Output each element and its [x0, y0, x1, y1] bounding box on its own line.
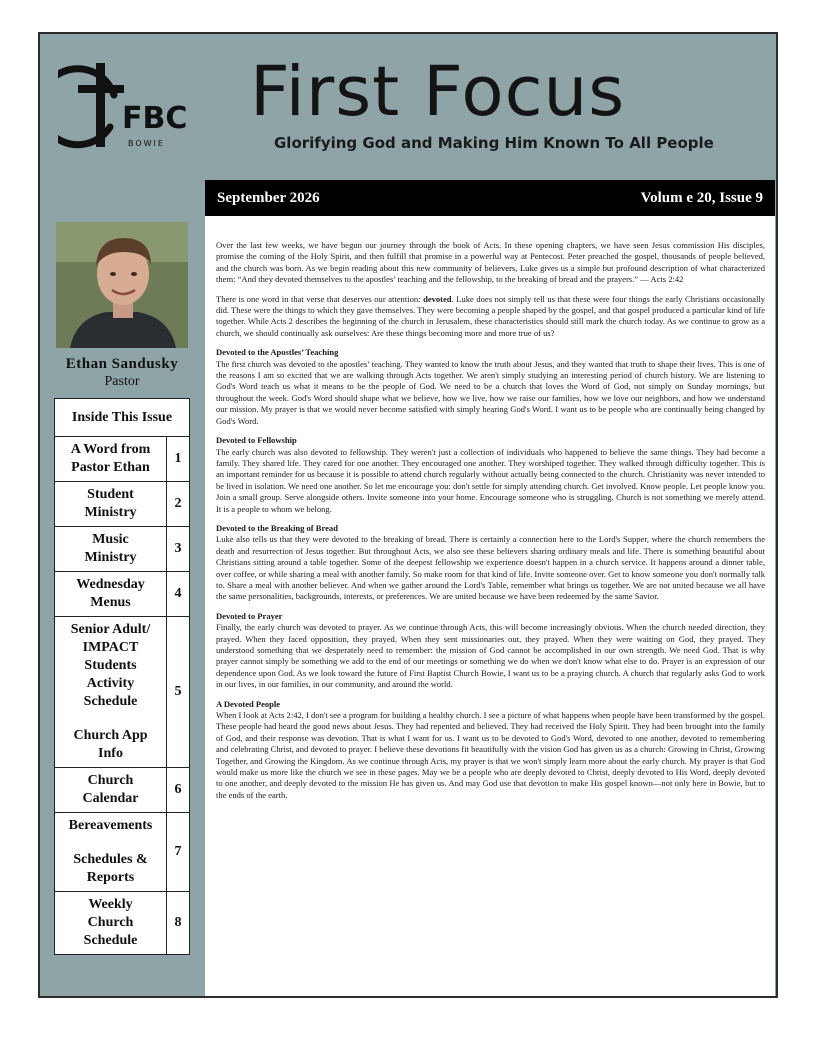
toc-item-label: Church Calendar	[55, 768, 167, 813]
toc-item-page: 4	[167, 572, 190, 617]
toc-row[interactable]	[55, 813, 190, 892]
emphasis-word: devoted	[423, 293, 452, 304]
article-paragraph: Over the last few weeks, we have begun our journey through the book of Acts. In these opening chapters, we have seen Jesus commission His disciples, promise the coming of the Holy Spirit, and then fulfill that promise in a powerful way at Pentecost. Peter preached the gospel, thousands of people believed, and the church was born. As we begin reading about this new community of believers, Luke gives us a simple but profound description of what characterized them: “And they devoted themselves to the apostles’ teaching and the fellowship, to the breaking of bread and the prayers.” — Acts 2:42	[216, 240, 765, 285]
section-heading: Devoted to the Apostles’ Teaching	[216, 347, 339, 358]
section-heading: Devoted to Fellowship	[216, 435, 297, 446]
toc-row[interactable]	[55, 892, 190, 955]
tagline: Glorifying God and Making Him Known To All People	[274, 134, 714, 152]
church-logo	[58, 55, 193, 155]
logo-text: FBC	[122, 101, 188, 136]
section-heading: Devoted to the Breaking of Bread	[216, 522, 338, 533]
toc-item-label: A Word from Pastor Ethan	[55, 437, 167, 482]
toc-item-page: 1	[167, 437, 190, 482]
pastor-article	[205, 216, 775, 996]
toc-item-page: 5	[167, 617, 190, 768]
article-paragraph: When I look at Acts 2:42, I don't see a program for building a healthy church. I see a picture of what happens when people have been transformed by the gospel. These people had heard the good news about Jesus. They had repented and believed. They had received the Holy Spirit. They had been brought into the family of God, and their response was devotion. That is what I want for us. I want us to be devoted to God's Word, devoted to one another, devoted to remembering and celebrating Christ, and devoted to prayer. I believe these devotions fit beautifully with the vision God has given us as a church: Growing in Christ, Growing Together, and Growing the Kingdom. As we continue through Acts, my prayer is that we won't simply learn more about the early church. My prayer is that God would make us more like the church we see in these pages. May we be a people who are deeply devoted to Christ, deeply devoted to His Word, deeply devoted to one another, and deeply devoted to the mission He has given us. And may God use that devotion to make His gospel known—not only here in Bowie, but to the ends of the earth.	[216, 710, 765, 800]
issue-date: September 2026	[217, 189, 320, 206]
pastor-portrait-icon	[56, 222, 188, 348]
article-paragraph: The early church was also devoted to fellowship. They weren't just a collection of individuals who happened to believe the same things. They had become a family. They shared life. They cared for one another. They encouraged one another. They worshiped together. They walked through difficulty together. This is an important reminder for us because it is possible to attend church regularly without actually being connected to the church. Christianity was never intended to be lived in isolation. We need one another. So let me encourage you: don't settle for simply attending church. Get involved. Know people. Let people know you. Join a small group. Serve alongside others. Invite someone into your home. Encourage someone who is struggling. Church is not something we merely attend. It is a people to whom we belong.	[216, 446, 765, 514]
section-heading: Devoted to Prayer	[216, 610, 283, 621]
toc-item-page: 3	[167, 527, 190, 572]
toc-item-page: 6	[167, 768, 190, 813]
article-paragraph: There is one word in that verse that deserves our attention: devoted. Luke does not simply tell us that these were four things the early Christians occasionally did. These were the things to which they gave themselves. They were becoming a people shaped by the gospel, and that gospel produced a particular kind of life together. While Acts 2 describes the beginning of the church in Jerusalem, these characteristics should still mark the church today. As we continue to grow as a church, we should continually ask ourselves: Are these things becoming more and more true of us?	[216, 293, 765, 338]
toc-row[interactable]	[55, 572, 190, 617]
toc-item-label: Bereavements Schedules & Reports	[55, 813, 167, 892]
newsletter-title: First Focus	[250, 52, 626, 132]
issue-volume: Volum e 20, Issue 9	[640, 189, 763, 206]
toc-row[interactable]	[55, 437, 190, 482]
issue-bar	[205, 180, 775, 216]
toc-item-page: 2	[167, 482, 190, 527]
toc-item-page: 8	[167, 892, 190, 955]
toc-item-label: Wednesday Menus	[55, 572, 167, 617]
pastor-name: Ethan Sandusky	[65, 356, 179, 372]
toc-item-label: Senior Adult/ IMPACT Students Activity Schedule Church App Info	[55, 617, 167, 768]
toc-row[interactable]	[55, 617, 190, 768]
section-heading: A Devoted People	[216, 698, 281, 709]
pastor-photo	[56, 222, 188, 348]
article-paragraph: Finally, the early church was devoted to prayer. As we continue through Acts, this will become increasingly obvious. When the church needed direction, they prayed. When they faced opposition, they prayed. When they sent missionaries out, they prayed. When they were waiting on God, they prayed. They understood something that we desperately need to remember: the mission of God cannot be accomplished in our own strength. We need God. That is why prayer cannot simply be something we add to the end of our meetings or something we do when we don't know what else to do. Prayer is an expression of our dependence upon God. As we look toward the future of First Baptist Church Bowie, I want us to be a praying church. A church that regularly asks God to work in our lives, in our families, in our community, and around the world.	[216, 622, 765, 690]
toc-row[interactable]	[55, 768, 190, 813]
toc-item-label: Music Ministry	[55, 527, 167, 572]
toc-item-label: Student Ministry	[55, 482, 167, 527]
pastor-title: Pastor	[104, 374, 140, 389]
article-paragraph: The first church was devoted to the apostles’ teaching. They wanted to know the truth about Jesus, and they wanted that truth to shape their lives. This is one of the reasons I am so excited that we are walking through Acts together. We aren't simply studying an interesting period of church history. We are listening to God's Word teach us what it means to be the people of God. We need to be a church that loves the Word of God, not simply on Sunday mornings, but throughout the week. God's Word should shape what we believe, how we live, how we raise our families, how we love our neighbors, and how we understand our mission. My prayer is that we would never become satisfied with simply hearing God's Word. I want us to be people who are continually being changed by God's Word.	[216, 358, 765, 426]
toc-row[interactable]	[55, 527, 190, 572]
toc-heading: Inside This Issue	[55, 399, 190, 437]
article-paragraph: Luke also tells us that they were devoted to the breaking of bread. There is certainly a connection here to the Lord's Supper, where the church remembers the death and resurrection of Jesus together. But throughout Acts, we also see these believers sharing ordinary meals and life. There is something beautiful about Christians sitting around a table together. Some of the deepest fellowship we experience doesn't happen in a church service. It happens around a dinner table, over coffee, or while sharing a meal with another family. So make room for that kind of life. Invite someone over. Get to know someone you don't normally talk to. Share a meal with another believer. And when we gather around the Lord's Table, remember what brings us together. We are not united because we all have the same personalities, backgrounds, interests, or preferences. We are united because we have been redeemed by the same Savior.	[216, 534, 765, 602]
toc-item-label: Weekly Church Schedule	[55, 892, 167, 955]
logo-subtext: BOWIE	[128, 139, 165, 148]
toc-row[interactable]	[55, 482, 190, 527]
inside-this-issue-table	[54, 398, 190, 955]
toc-item-page: 7	[167, 813, 190, 892]
